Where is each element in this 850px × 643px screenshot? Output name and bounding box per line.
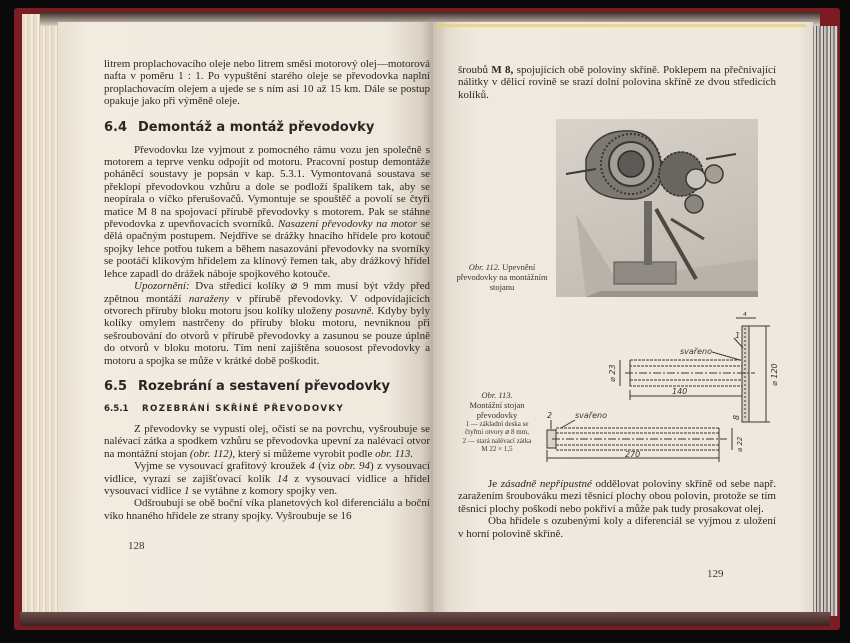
figure-112-caption (452, 262, 552, 292)
book-bottom-edge (20, 612, 830, 626)
figure-113-drawing (545, 312, 785, 464)
long-tube-diameter-dimension: ⌀ 22 (736, 436, 744, 452)
part-number: 4 (309, 460, 315, 473)
paragraph (104, 423, 430, 460)
emphasis: Nasazení převodovky na motor (277, 218, 418, 231)
text-run: se vytáhne z komory spojky ven. (189, 484, 338, 497)
emphasis: naraženy (188, 292, 230, 305)
section-6-4-heading (104, 120, 430, 136)
text-run: se dělá opačným postupem. Nejdříve se drážky hnacího hřídele pro kotouč spojky lehce potřou tukem a během nasazování převodovky na svorníky se pootáčí klikovým hřídelem za klínový řemen tak, aby drážkový hřídel lehce zapadl do drážek náboje spojkového kotouče. (104, 218, 430, 280)
page-top-gilding (436, 24, 806, 27)
caption-text: Upevnění převodovky na montážním stojanu (456, 262, 548, 292)
gearbox-on-stand-photo (556, 119, 758, 297)
bold-term: M 8, (491, 64, 514, 76)
weld-label: svařeno (575, 411, 607, 420)
section-title: Demontáž a montáž převodovky (138, 119, 375, 135)
text-run: Dva středicí kolíky ⌀ 9 mm musí být vždy před zpětnou montáží (104, 280, 430, 305)
page-edges-left (22, 14, 62, 616)
figure-label: Obr. 112. (468, 262, 501, 272)
section-number: 6.5 (104, 378, 128, 394)
text-run: v přírubě převodovky. V odpovídajících otvorech příruby bloku motoru jsou kolíky uloženy (104, 292, 430, 317)
text-run: Převodovku lze vyjmout z pomocného rámu vozu jen společně s motorem a teprve venku odpojit od motoru. Pracovní postup demontáže poháněcí soustavy je popsán v kap. 5.3.1. Vymontovaná soustava se překlopí převodovkou vzhůru a dole se podloží špalíkem tak, aby se neopírala o víčko přerušovačů. Vymontuje se spouštěč a povolí se čtyři matice M 8 na spojovací přírubě převodovky s motorem. Pak se stáhne převodovka z upevňovacích svorníků. (104, 143, 430, 231)
left-page-number: 128 (128, 540, 145, 553)
figure-legend-2: 2 — stará nalévací zátka M 22 × 1,5 (462, 436, 532, 454)
figure-reference: obr. 113. (375, 447, 414, 460)
stand-tube-top-wall (630, 360, 742, 366)
text-run: , který si můžeme vyrobit podle (232, 447, 376, 460)
paragraph: Oba hřídele s ozubenými koly a diferenciál se vyjmou z uložení v horní polovině skříně. (458, 515, 776, 540)
emphasis: posuvně. (335, 304, 375, 317)
emphasis: zásadně nepřípustné (500, 478, 592, 490)
section-title: Rozebrání a sestavení převodovky (138, 378, 390, 394)
text-run: spojujících obě poloviny skříně. Poklepem na přečnívající nálitky v dělicí rovině se srazí dolní polovina skříně ze dvou středicích kolíků. (458, 64, 776, 101)
figure-reference: obr. 94 (338, 460, 371, 473)
intro-text: litrem proplachovacího oleje nebo litrem směsi motorový olej—motorová nafta v poměru 1 : 1. Po vypuštění starého oleje se převodovka naplní proplachovacím olejem a ujede se s ním asi 10 až 15 km. Dále se postup opakuje jako při výměně oleje. (104, 58, 430, 108)
stand-tube-bottom-wall (630, 380, 742, 386)
figure-title: Montážní stojan převodovky (469, 400, 525, 420)
text-run: Je (488, 478, 501, 490)
long-tube-top-wall (556, 428, 719, 433)
section-6-5-heading (104, 379, 430, 395)
long-tube-length-dimension: 270 (625, 450, 641, 459)
plate-thickness-dimension: 8 (732, 414, 741, 420)
part-number: 14 (276, 472, 288, 485)
figure-113-caption (452, 390, 542, 454)
text-run: šroubů (458, 64, 492, 76)
paragraph (458, 478, 776, 515)
plate-diameter-dimension: ⌀ 120 (770, 363, 779, 386)
text-run: z vysouvací vidlice a hřídel vysouvací vidlice (104, 472, 430, 497)
text-run: Vyjme se vysouvací grafitový kroužek (134, 460, 310, 473)
paragraph (104, 144, 430, 280)
page-edges-right (812, 26, 838, 616)
section-title: ROZEBRÁNÍ SKŘÍNĚ PŘEVODOVKY (142, 403, 345, 414)
text-run: (viz (314, 460, 339, 473)
part-1-label: 1 (735, 331, 741, 340)
figure-legend-1: 1 — základní deska se čtyřmi otvory ⌀ 8 mm, (465, 420, 529, 437)
part-number: 1 (184, 484, 190, 497)
text-run: Kdyby byly kolíky omylem nastrčeny do příruby bloku motoru, nevniknou při sešroubování do otvorů v přírubě převodovky a zasunou se pouze úplně do otvorů v bloku motoru. Tím není zajištěna souosost převodovky a motoru a spojka se může v krátké době poškodit. (104, 304, 431, 367)
figure-label: Obr. 113. (481, 390, 513, 400)
left-page-text-column (104, 58, 430, 553)
weld-label: svařeno (680, 347, 712, 356)
plate-t-dimension: 4 (743, 312, 747, 318)
text-run: oddělovat poloviny skříně od sebe např. zaražením šroubováku mezi těsnicí plochy obou polovin, protože se tím těsnicí plochy poškodí nebo pokřiví a může pak tudy prosakovat olej. (458, 478, 777, 515)
figure-reference: (obr. 112) (189, 447, 233, 460)
text-run: Z převodovky se vypustí olej, očistí se na povrchu, vyšroubuje se nalévací zátka a spodkem vzhůru se převodovka upevní za nalévací otvor na montážní stojan (104, 422, 430, 460)
tube-diameter-dimension: ⌀ 23 (608, 364, 617, 382)
right-page-number: 129 (707, 568, 724, 580)
warning-label: Upozornění: (134, 280, 190, 293)
gearbox-photo-drawing (556, 119, 758, 297)
part-2-label: 2 (547, 411, 553, 420)
paragraph (458, 64, 776, 101)
text-run: ) z vysouvací vidlice, vyrazí se zajišťovací kolík (104, 460, 431, 485)
warning-paragraph (104, 280, 430, 367)
right-intro-paragraph (458, 64, 776, 101)
tube-length-dimension: 140 (672, 387, 688, 396)
section-number: 6.5.1 (104, 403, 129, 414)
section-number: 6.4 (104, 119, 128, 135)
paragraph (104, 460, 430, 497)
section-6-5-1-heading (104, 404, 430, 415)
right-body-text (458, 478, 776, 540)
paragraph: Odšroubují se obě boční víka planetových kol diferenciálu a boční víko hnaného hřídele ze strany spojky. Vyšroubuje se 16 (104, 497, 430, 522)
